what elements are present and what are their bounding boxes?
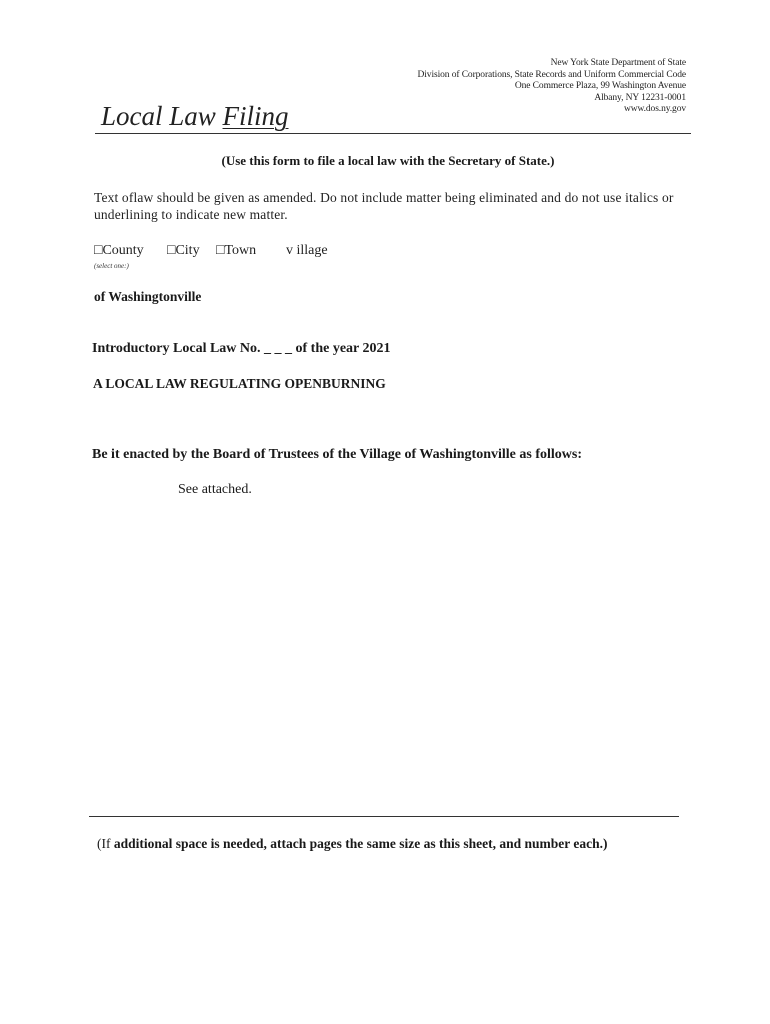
address-line-1: One Commerce Plaza, 99 Washington Avenue — [514, 81, 686, 92]
village-option[interactable]: v illage — [286, 243, 328, 258]
county-option[interactable]: □County — [94, 243, 144, 258]
law-body-text: See attached. — [178, 482, 252, 497]
division-name: Division of Corporations, State Records and Uniform Commercial Code — [417, 69, 686, 80]
municipality-name: of Washingtonville — [94, 289, 202, 304]
title-divider — [95, 133, 691, 134]
town-option[interactable]: □Town — [216, 243, 257, 258]
text-of-law-note: Text oflaw should be given as amended. Do not include matter being eliminated and do not use italics or underlining to indicate new matter. — [94, 190, 674, 222]
footer-note-prefix: (If — [97, 836, 111, 851]
form-title-part2: Filing — [222, 101, 289, 131]
website: www.dos.ny.gov — [623, 104, 686, 115]
address-line-2: Albany, NY 12231-0001 — [594, 92, 686, 103]
footer-note-text: additional space is needed, attach pages the same size as this sheet, and number each.) — [113, 836, 608, 851]
introductory-law-number: Introductory Local Law No. _ _ _ of the year 2021 — [92, 341, 391, 356]
department-header — [418, 58, 687, 116]
enacting-clause: Be it enacted by the Board of Trustees of the Village of Washingtonville as follows: — [92, 447, 582, 462]
local-law-title: A LOCAL LAW REGULATING OPENBURNING — [93, 376, 386, 391]
form-instruction: (Use this form to file a local law with the Secretary of State.) — [221, 153, 555, 168]
city-option[interactable]: □City — [167, 243, 200, 258]
footer-divider — [89, 816, 679, 817]
department-name: New York State Department of State — [550, 58, 686, 68]
footer-note — [97, 836, 608, 852]
select-one-hint: (select one:) — [94, 262, 129, 270]
form-title-part1: Local Law — [101, 101, 216, 131]
form-title — [101, 101, 289, 132]
